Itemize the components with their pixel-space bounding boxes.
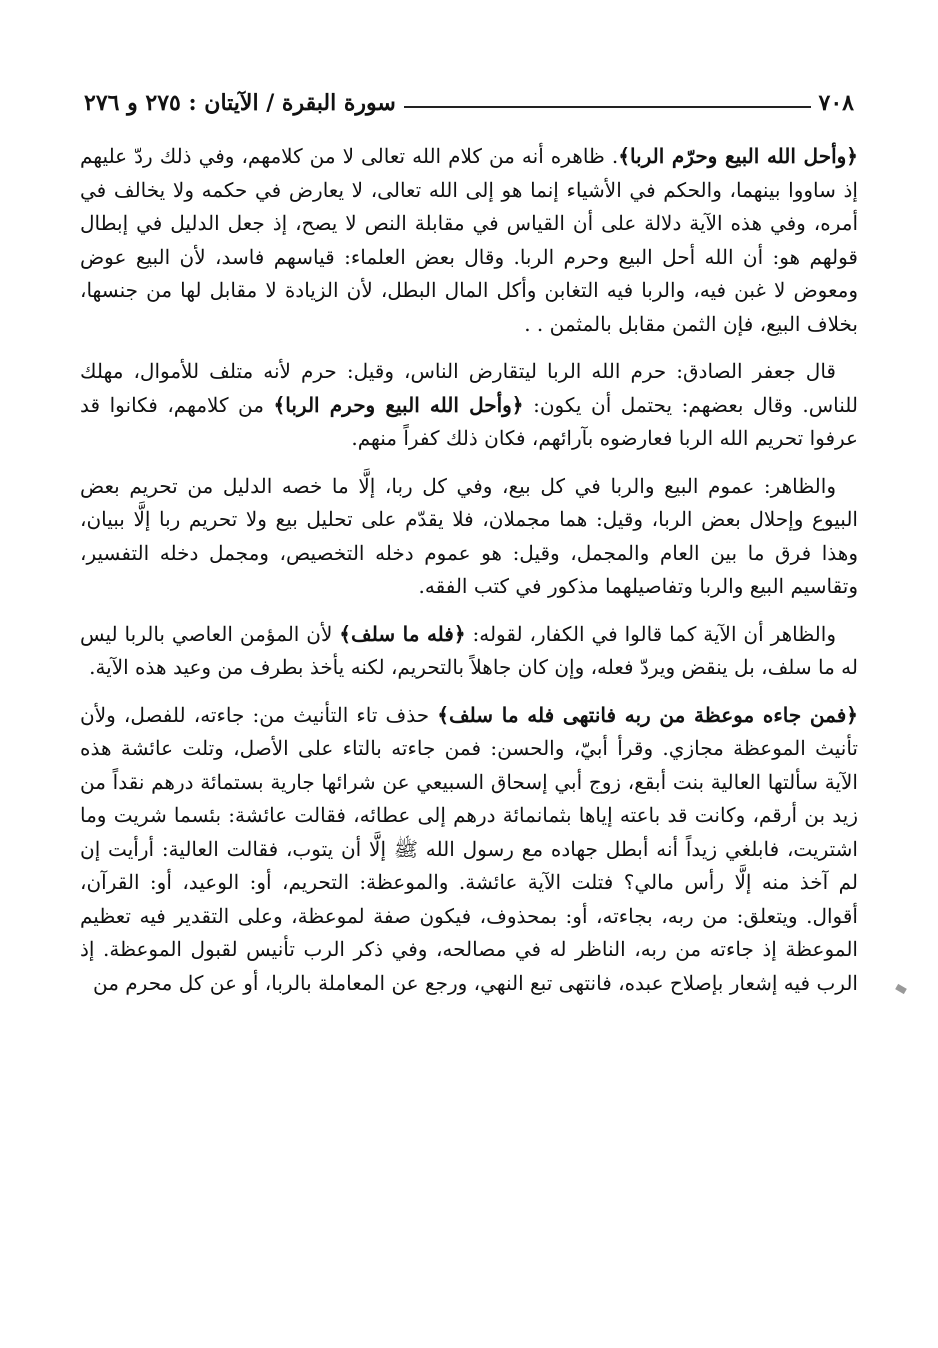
quran-quote: ﴿وأحل الله البيع وحرم الربا﴾ [273, 392, 524, 417]
paragraph-text: لأن المؤمن العاصي بالربا ليس له ما سلف، بل ينقض ويردّ فعله، وإن كان جاهلاً بالتحريم، لكنه يأخذ بطرف من وعيد هذه الآية. [80, 621, 858, 679]
paragraph-text: قال جعفر الصادق: حرم الله الربا ليتقارض الناس، وقيل: حرم لأنه متلف للأموال، مهلك للناس. وقال بعضهم: يحتمل أن يكون: [80, 359, 858, 417]
paragraph-text: والظاهر أن الآية كما قالوا في الكفار، لقوله: [472, 621, 836, 646]
scan-speck [895, 984, 907, 994]
paragraph-1 [80, 140, 858, 341]
quran-quote: ﴿فمن جاءه موعظة من ربه فانتهى فله ما سلف﴾ [437, 702, 858, 727]
surah-title: سورة البقرة / الآيتان : ٢٧٥ و ٢٧٦ [84, 90, 396, 116]
body-text [80, 140, 858, 1014]
quran-quote: ﴿فله ما سلف﴾ [339, 621, 466, 646]
paragraph-text: من كلامهم، فكانوا قد عرفوا تحريم الله الربا فعارضوه بآرائهم، فكان ذلك كفراً منهم. [80, 392, 858, 450]
page-number: ٧٠٨ [818, 90, 854, 116]
paragraph-text: . ظاهره أنه من كلام الله تعالى لا من كلامهم، وفي ذلك ردّ عليهم إذ ساووا بينهما، والحكم في الأشياء إنما هو إلى الله تعالى، لا يعارض في حكمه ولا يخالف في أمره، وفي هذه الآية دلالة على أن القياس في مقابلة النص لا يصح، إذ جعل الدليل في إبطال قولهم هو: أن الله أحل البيع وحرم الربا. وقال بعض العلماء: قياسهم فاسد، لأن البيع عوض ومعوض لا غبن فيه، والربا فيه التغابن وأكل المال البطل، لأن الزيادة لا مقابل لها من جنسها، بخلاف البيع، فإن الثمن مقابل بالمثمن . . [80, 144, 858, 336]
paragraph-3 [80, 470, 858, 604]
paragraph-text: حذف تاء التأنيث من: جاءته، للفصل، ولأن تأنيث الموعظة مجازي. وقرأ أبيّ، والحسن: فمن جاءته بالتاء على الأصل، وتلت عائشة هذه الآية سألتها العالية بنت أبقع، زوج أبي إسحاق السبيعي عن شرائها جارية بستمائة درهم نقداً من زيد بن أرقم، وكانت قد باعته إياها بثمانمائة درهم إلى عطائه، فقالت عائشة: بئسما شريت وما اشتريت، فابلغي زيداً أنه أبطل جهاده مع رسول الله ﷺ إلَّا أن يتوب، فقالت العالية: أرأيت إن لم آخذ منه إلَّا رأس مالي؟ فتلت الآية عائشة. والموعظة: التحريم، أو: الوعيد، أو: القرآن، أقوال. ويتعلق: من ربه، بجاءته، أو: بمحذوف، فيكون صفة لموعظة، وعلى التقدير فيه تعظيم الموعظة إذ جاءته من ربه، الناظر له في مصالحه، وفي ذكر الرب تأنيس لقبول الموعظة. إذ الرب فيه إشعار بإصلاح عبده، فانتهى تبع النهي، ورجع عن المعاملة بالربا، أو عن كل محرم من [80, 702, 858, 995]
running-header [84, 78, 854, 118]
header-rule [404, 106, 811, 108]
paragraph-4 [80, 618, 858, 685]
paragraph-2 [80, 355, 858, 456]
paragraph-5 [80, 699, 858, 1001]
paragraph-text: والظاهر: عموم البيع والربا في كل بيع، وفي كل ربا، إلَّا ما خصه الدليل من تحريم بعض البيوع وإحلال بعض الربا، وقيل: هما مجملان، فلا يقدّم على تحليل بيع ولا تحريم ربا إلَّا ببيان، وهذا فرق ما بين العام والمجمل، وقيل: هو عموم دخله التخصيص، ومجمل دخله التفسير، وتقاسيم البيع والربا وتفاصيلهما مذكور في كتب الفقه. [80, 473, 858, 598]
quran-quote: ﴿وأحل الله البيع وحرّم الربا﴾ [618, 144, 858, 168]
